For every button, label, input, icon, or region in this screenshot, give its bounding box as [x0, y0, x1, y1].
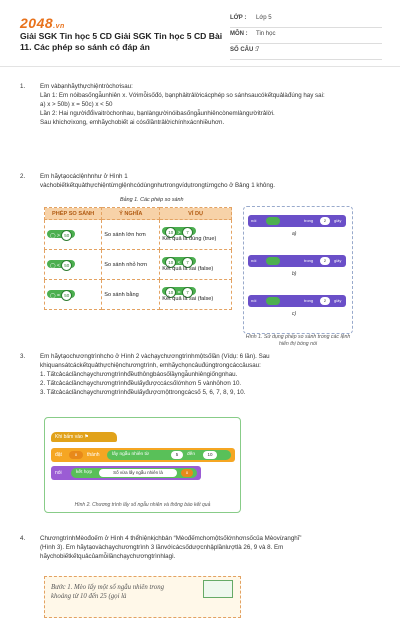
- question-body: Em hãytạocáclệnhnhư ở Hình 1 vàchobiếtkếtquảthựchiệntừnglệnhcódùngnhưtrongvídụtrongtừngcho ở Bảng 1 không.: [40, 173, 275, 189]
- question-number: 4.: [20, 535, 26, 542]
- say-block-b: nói trong 2 giây: [248, 255, 346, 267]
- question-body: ChươngtrìnhMèođoếm ở Hình 4 thểhiệnkịchbản “Mèođếmchomộtsốlớnhơnsốcủa Mèovừanghĩ” (Hình 3). Em hãytạovàchạychươngtrình 3 lầnvớicácsốdượcnhậplầnlượtlà 26, 9 và 8. Em hãychobiếtkếtquảcủamỗilầnchạychươngtrìnhlagì.: [40, 535, 302, 560]
- say-block-a: nói trong 2 giây: [248, 215, 346, 227]
- meta-panel: [230, 12, 382, 60]
- question-number: 1.: [20, 83, 26, 90]
- table-row: ◯ < 50 So sánh nhỏ hơn 10 < 7 Kết quả là sai (false): [45, 250, 232, 280]
- comparison-table: [44, 207, 232, 310]
- set-variable-block: đặt x thành lấy ngẫu nhiên từ 5 đến 10: [51, 448, 235, 462]
- less-than-example-icon: 10 < 7: [162, 257, 196, 265]
- figure-3-stage-thumbnail: [203, 580, 233, 598]
- figure-1-caption: Hình 1. Sử dụng phép so sánh trong các lệnh hiển thị bóng nói: [245, 334, 351, 347]
- greater-than-block-icon: ◯ > 50: [47, 230, 75, 238]
- page-header: [0, 0, 400, 67]
- say-block: nói kết hợp Số vừa lấy ngẫu nhiên là x: [51, 466, 201, 480]
- random-block: lấy ngẫu nhiên từ 5 đến 10: [107, 450, 231, 460]
- meta-row-subject: MÔN : Tin học: [230, 28, 382, 44]
- figure-3-steps: Bước 1. Mèo lấy một số ngẫu nhiên trong khoảng từ 10 đến 25 (gọi là: [44, 576, 241, 618]
- meta-row-count: SỐ CÂU : 7: [230, 44, 382, 60]
- question-number: 2.: [20, 173, 26, 180]
- table-row: ◯ = 50 So sánh bằng 10 = 7 Kết quả là sai (false): [45, 280, 232, 310]
- greater-than-example-icon: 10 > 7: [162, 227, 196, 235]
- table-caption: Bảng 1. Các phép so sánh: [120, 197, 184, 203]
- figure-2-caption: Hình 2. Chương trình lấy số ngẫu nhiên và thông báo kết quả: [74, 502, 211, 508]
- question-number: 3.: [20, 353, 26, 360]
- less-than-block-icon: ◯ < 50: [47, 260, 75, 268]
- meta-row-class: LỚP : Lớp 5: [230, 12, 382, 28]
- green-flag-icon: ⚑: [84, 434, 89, 440]
- compare-op-icon: [266, 297, 280, 305]
- join-block: kết hợp Số vừa lấy ngẫu nhiên là x: [71, 468, 197, 478]
- equal-example-icon: 10 = 7: [162, 287, 196, 295]
- say-block-c: nói trong 2 giây: [248, 295, 346, 307]
- when-flag-clicked-block: Khi bấm vào ⚑: [51, 432, 117, 442]
- document-title: Giải SGK Tin học 5 CD Giải SGK Tin học 5 CD Bài 11. Các phép so sánh có đáp án: [20, 31, 223, 52]
- figure-2-program: [44, 417, 241, 513]
- question-body: Em hãytạochươngtrìnhcho ở Hình 2 vàchạychươngtrìnhmộtsốlần (Vídụ: 6 lần). Sau khiquansátcáckếtquảthựchiệnchươngtrình, emhãychọncâuđúngtrongcáccâusau: 1. Tấtcảcáclầnchạychươngtrìnhđềuthôngbáosốlầyngẫunhiêngiốngnhau. 2. Tấtcảcáclầnchạychươngtrìnhđềulấyđượccácsốlớnhơn 5 vànhỏhơn 10. 3. Tấtcảcáclầnchạychươngtrìnhđềulấyđượcmộttrongcácsố 5, 6, 7, 8, 9, 10.: [40, 353, 270, 396]
- table-header-row: PHÉP SO SÁNH Ý NGHĨA VÍ DỤ: [45, 208, 232, 220]
- compare-op-icon: [266, 257, 280, 265]
- question-body: Em vàbạnhãythựchiệntròchơisau: Lần 1: Em nóibasốngẫunhiên x. Vớimỗisốđó, bạnphảitrảlờicácphép so sánhsaucókếtquảlàđúng hay sai: a) x > 50b) x = 50c) x < 50 Lần 2: Hai ngườiđổivaitròchonhau, bạnlàngườinóibasốngẫunhiêncònemlàngườitrảlời. Sau khichơixong, emhãychobiết ai cósốlầntrảlờichínhxácnhiềuhơn.: [40, 83, 325, 126]
- compare-op-icon: [266, 217, 280, 225]
- equal-block-icon: ◯ = 50: [47, 290, 75, 298]
- figure-1-blocks: nói trong 2 giây a) nói trong 2 giây b) nói trong 2 giây c): [243, 206, 353, 334]
- site-logo[interactable]: 2048.vn: [20, 15, 65, 31]
- table-row: ◯ > 50 So sánh lớn hơn 10 > 7 Kết quả là đúng (true): [45, 220, 232, 250]
